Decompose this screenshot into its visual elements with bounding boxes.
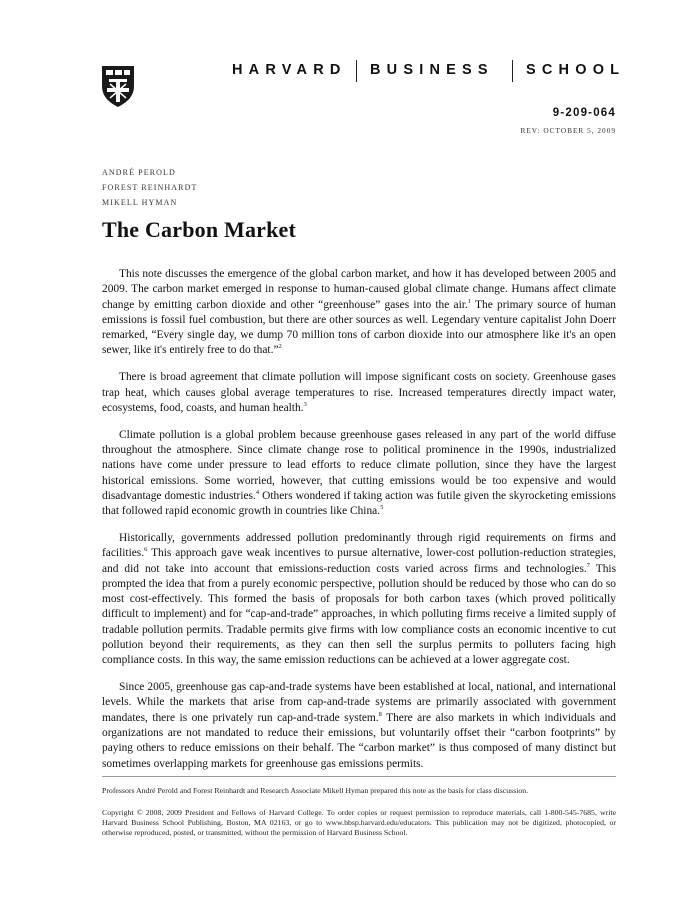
revision-date: REV: OCTOBER 5, 2009 xyxy=(520,126,616,135)
author-name: ANDRÉ PEROLD xyxy=(102,168,176,177)
footnote-marker: 6 xyxy=(144,546,148,554)
brand-word-business: BUSINESS xyxy=(370,62,494,78)
footnote-divider xyxy=(102,776,616,777)
brand-divider xyxy=(356,60,357,82)
author-list xyxy=(102,165,197,210)
body-paragraph: This note discusses the emergence of the global carbon market, and how it has developed between 2005 and 2009. The carbon market emerged in response to human-caused global climate change. Humans affect climate change by emitting carbon dioxide and other “greenhouse” gases into the air.$^1$ The primary source of human emissions is fossil fuel combustion, but there are other sources as well. Legendary venture capitalist John Doerr remarked, “Every single day, we dump 70 million tons of carbon dioxide into our atmosphere like it's an open sewer, like it's entirely free to do that.”$^2$ xyxy=(102,268,616,357)
body-paragraph: There is broad agreement that climate pollution will impose significant costs on society. Greenhouse gases trap heat, which causes global average temperatures to rise. Increased temperatures directly impact water, ecosystems, food, coasts, and human health.$^3$ xyxy=(102,371,616,414)
footnote-marker: 5 xyxy=(380,504,384,512)
document-title: The Carbon Market xyxy=(102,217,297,242)
brand-divider xyxy=(512,60,513,82)
footnote-marker: 4 xyxy=(255,489,260,497)
copyright-notice: Copyright © 2008, 2009 President and Fellows of Harvard College. To order copies or request permission to reproduce materials, call 1-800-545-7685, write Harvard Business School Publishing, Boston, MA 02163, or go to www.hbsp.harvard.edu/educators. This publication may not be digitized, photocopied, or otherwise reproduced, posted, or transmitted, without the permission of Harvard Business School. xyxy=(102,808,616,837)
footnote-marker: 3 xyxy=(303,401,307,409)
footnote-marker: 7 xyxy=(586,561,590,569)
footnote-marker: 8 xyxy=(378,710,382,718)
body-paragraph: Climate pollution is a global problem because greenhouse gases released in any part of the world diffuse throughout the atmosphere. Since climate change rose to political prominence in the 1990s, industrialized nations have come under pressure to lead efforts to reduce climate pollution, since they have the largest historical emissions. Some worried, however, that cutting emissions would be too expensive and would disadvantage domestic industries.$^4$ Others wondered if taking action was futile given the skyrocketing emissions that followed rapid economic growth in countries like China.$^5$ xyxy=(102,428,616,518)
footnote-marker: 2 xyxy=(278,343,282,351)
harvard-shield-icon xyxy=(100,64,136,108)
body-paragraph: Since 2005, greenhouse gas cap-and-trade systems have been established at local, national, and international levels. While the markets that arise from cap-and-trade systems are primarily associated with government mandates, there is one privately run cap-and-trade system.$^8$ There are also markets in which individuals and organizations are not mandated to reduce their emissions, but voluntarily offset their “carbon footprints” by paying others to reduce emissions on their behalf. The “carbon market” is thus composed of many distinct but sometimes overlapping markets for greenhouse gas emissions permits. xyxy=(102,681,616,770)
brand-word-harvard: HARVARD xyxy=(232,62,347,78)
author-name: MIKELL HYMAN xyxy=(102,198,178,207)
body-paragraph: Historically, governments addressed pollution predominantly through rigid requirements on firms and facilities.$^6$ This approach gave weak incentives to pursue alternative, lower-cost pollution-reduction strategies, and did not take into account that emissions-reduction costs varied across firms and technologies.$^7$ This prompted the idea that from a purely economic perspective, pollution should be reduced by those who can do so most cost-effectively. This formed the basis of proposals for both carbon taxes (which proved politically difficult to implement) and for “cap-and-trade” approaches, in which polluting firms receive a limited supply of tradable pollution permits. Tradable permits give firms with low compliance costs an economic incentive to cut pollution beyond their requirements, as they can then sell the surplus permits to polluters facing high compliance costs. In this way, the same emission reductions can be achieved at a lower aggregate cost. xyxy=(102,531,616,667)
brand-word-school: SCHOOL xyxy=(526,62,626,78)
footnote-marker: 1 xyxy=(467,297,472,305)
author-name: FOREST REINHARDT xyxy=(102,183,198,192)
document-number: 9-209-064 xyxy=(552,107,616,119)
document-body xyxy=(102,267,616,783)
school-wordmark xyxy=(232,62,626,82)
author-footnote: Professors André Perold and Forest Reinhardt and Research Associate Mikell Hyman prepared this note as the basis for class discussion. xyxy=(102,786,529,795)
